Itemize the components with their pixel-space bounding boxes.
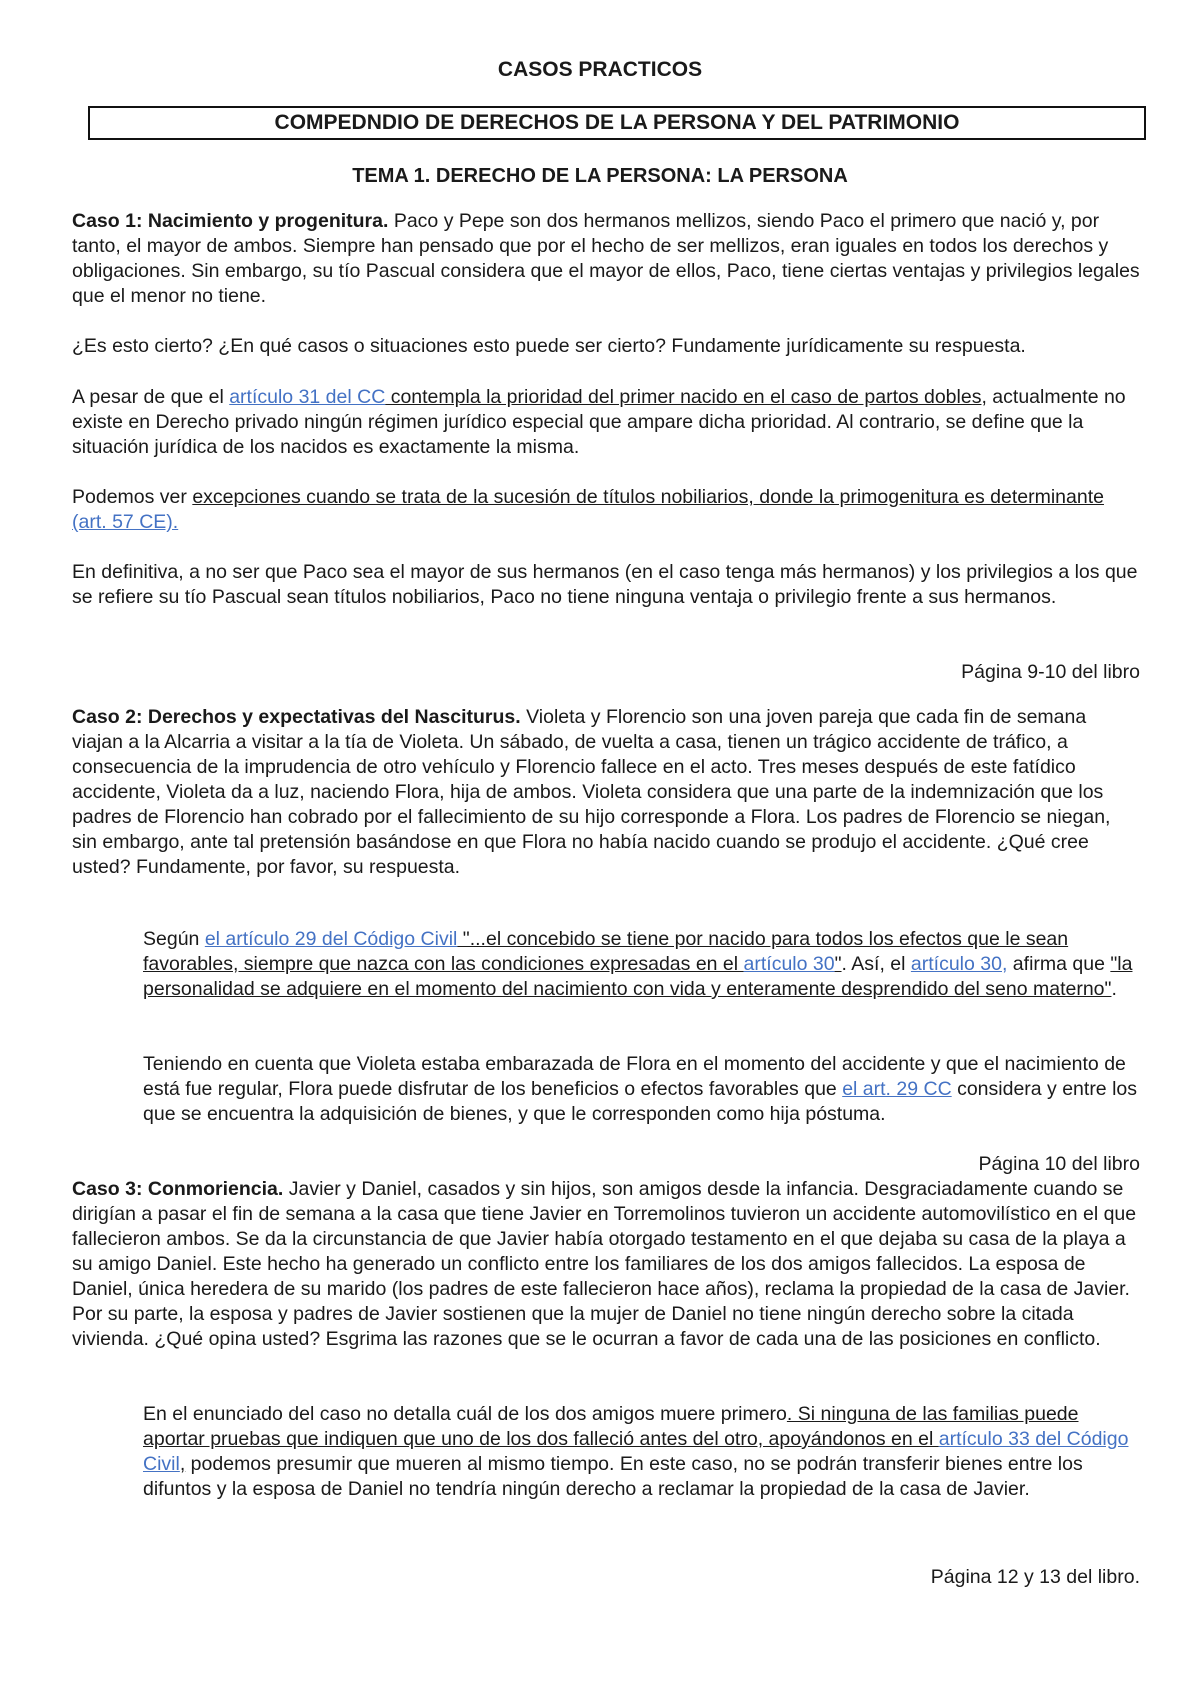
text-span: Podemos ver — [72, 486, 193, 508]
caso1-answer-3: En definitiva, a no ser que Paco sea el mayor de sus hermanos (en el caso tenga más hermanos) y los privilegios a los que se refiere su tío Pascual sean títulos nobiliarios, Paco no tiene ninguna ventaja o privilegio frente a sus hermanos. — [72, 561, 1138, 608]
link-articulo-31-cc[interactable]: artículo 31 del CC — [229, 386, 386, 408]
text-span: considera y entre los que se encuentra la adquisición de bienes, y que le corresponden como hija póstuma. — [143, 1078, 1138, 1125]
link-articulo-30[interactable]: artículo 30 — [743, 953, 835, 975]
text-span: podemos presumir que mueren al mismo tiempo. En este caso, no se podrán transferir bienes entre los difuntos y la esposa de Daniel no tendría ningún derecho a reclamar la propiedad de la casa de Javier. — [143, 1453, 1083, 1500]
caso1-answer-2 — [72, 485, 1140, 535]
caso1-answer-1 — [72, 385, 1140, 460]
caso1-heading: Caso 1: Nacimiento y progenitura. — [72, 210, 389, 232]
caso2-heading: Caso 2: Derechos y expectativas del Nasciturus. — [72, 706, 521, 728]
link-articulo-30-b[interactable]: artículo 30, — [910, 953, 1008, 975]
caso3-page-ref: Página 12 y 13 del libro. — [930, 1566, 1140, 1588]
link-articulo-29-cc[interactable]: el artículo 29 del Código Civil — [204, 928, 458, 950]
text-span: afirma que — [1007, 953, 1111, 975]
link-art-29-cc[interactable]: el art. 29 CC — [842, 1078, 952, 1100]
caso2-page-ref: Página 10 del libro — [978, 1153, 1140, 1175]
caso2-answer-1 — [143, 927, 1140, 1002]
caso2-statement — [72, 705, 1140, 880]
caso3-text: Javier y Daniel, casados y sin hijos, son amigos desde la infancia. Desgraciadamente cuando se dirigían a pasar el fin de semana a la casa que tiene Javier en Torremolinos tuvieron un accidente automovilístico en el que fallecieron ambos. Se da la circunstancia de que Javier había otorgado testamento en el que dejaba su casa de la playa a su amigo Daniel. Este hecho ha generado un conflicto entre los familiares de los dos amigos fallecidos. La esposa de Daniel, única heredera de su marido (los padres de este fallecieron hace años), reclama la propiedad de la casa de Javier. Por su parte, la esposa y padres de Javier sostienen que la mujer de Daniel no tiene ningún derecho sobre la citada vivienda. ¿Qué opina usted? Esgrima las razones que se le ocurran a favor de cada una de las posiciones en conflicto. — [72, 1178, 1137, 1350]
underlined-text: " — [834, 953, 842, 975]
link-art-57-ce[interactable]: (art. 57 CE). — [72, 511, 179, 533]
underlined-text: "la personalidad se adquiere en el momento del nacimiento con vida y enteramente desprendido del seno materno" — [143, 953, 1133, 1000]
text-span: A pesar de que el — [72, 386, 230, 408]
text-span: En el enunciado del caso no detalla cuál de los dos amigos muere primero — [143, 1403, 787, 1425]
caso1-statement — [72, 209, 1140, 309]
underlined-text: excepciones cuando se trata de la sucesión de títulos nobiliarios, donde la primogenitura es determinante — [192, 486, 1104, 508]
text-span: . — [1111, 978, 1117, 1000]
caso1-page-ref: Página 9-10 del libro — [961, 661, 1140, 683]
caso2-answer-2 — [143, 1052, 1140, 1127]
compendium-title-box: COMPEDNDIO DE DERECHOS DE LA PERSONA Y DEL PATRIMONIO — [88, 106, 1146, 140]
caso1-question: ¿Es esto cierto? ¿En qué casos o situaciones esto puede ser cierto? Fundamente jurídicamente su respuesta. — [72, 335, 1026, 357]
tema-heading: TEMA 1. DERECHO DE LA PERSONA: LA PERSONA — [352, 165, 848, 187]
document-title: CASOS PRACTICOS — [497, 58, 703, 81]
caso2-text: Violeta y Florencio son una joven pareja que cada fin de semana viajan a la Alcarria a visitar a la tía de Violeta. Un sábado, de vuelta a casa, tienen un trágico accidente de tráfico, a consecuencia de la imprudencia de otro vehículo y Florencio fallece en el acto. Tres meses después de este fatídico accidente, Violeta da a luz, naciendo Flora, hija de ambos. Violeta considera que una parte de la indemnización que los padres de Florencio han cobrado por el fallecimiento de su hijo corresponde a Flora. Los padres de Florencio se niegan, sin embargo, ante tal pretensión basándose en que Flora no había nacido cuando se produjo el accidente. ¿Qué cree usted? Fundamente, por favor, su respuesta. — [72, 706, 1111, 878]
text-span: . Así, el — [841, 953, 911, 975]
text-span: Según — [143, 928, 205, 950]
caso3-statement — [72, 1177, 1140, 1352]
underlined-text: . Si ninguna de las familias puede aportar pruebas que indiquen que uno de los dos falleció antes del otro, apoyándonos en el — [143, 1403, 1079, 1450]
underlined-text: contempla la prioridad del primer nacido en el caso de partos dobles — [385, 386, 982, 408]
caso3-answer — [143, 1402, 1140, 1502]
caso3-heading: Caso 3: Conmoriencia. — [72, 1178, 284, 1200]
underlined-text: , — [179, 1453, 186, 1475]
text-span: Teniendo en cuenta que Violeta estaba embarazada de Flora en el momento del accidente y que el nacimiento de está fue regular, Flora puede disfrutar de los beneficios o efectos favorables que — [143, 1053, 1126, 1100]
underlined-text: "...el concebido se tiene por nacido para todos los efectos que le sean favorables, siempre que nazca con las condiciones expresadas en el — [143, 928, 1069, 975]
caso1-text: Paco y Pepe son dos hermanos mellizos, siendo Paco el primero que nació y, por tanto, el mayor de ambos. Siempre han pensado que por el hecho de ser mellizos, eran iguales en todos los derechos y obligaciones. Sin embargo, su tío Pascual considera que el mayor de ellos, Paco, tiene ciertas ventajas y privilegios legales que el menor no tiene. — [72, 210, 1140, 307]
link-articulo-33-cc[interactable]: artículo 33 del Código Civil — [143, 1428, 1129, 1475]
text-span: , actualmente no existe en Derecho privado ningún régimen jurídico especial que ampare dicha prioridad. Al contrario, se define que la situación jurídica de los nacidos es exactamente la misma. — [72, 386, 1126, 458]
